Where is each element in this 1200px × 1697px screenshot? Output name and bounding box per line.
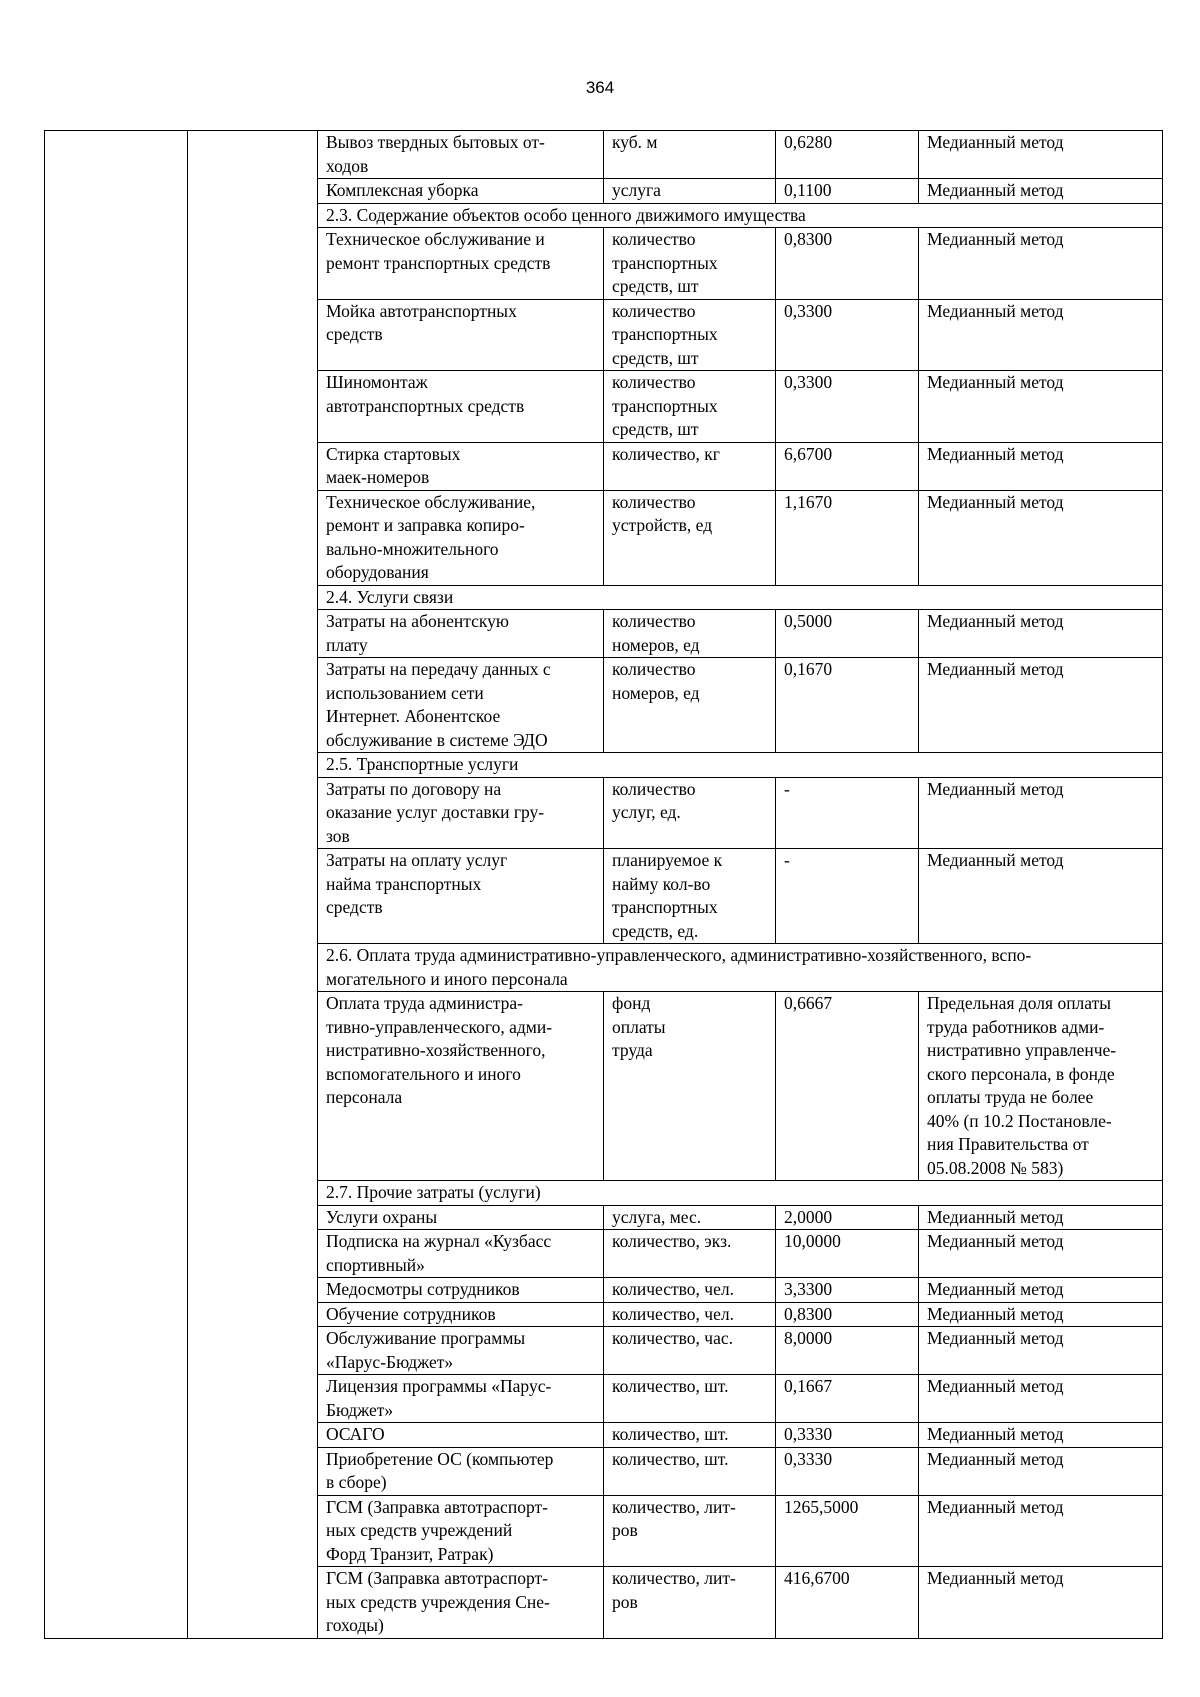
item-unit: количество транспортных средств, шт bbox=[604, 228, 776, 300]
item-name: Подписка на журнал «Кузбасс спортивный» bbox=[318, 1230, 604, 1278]
item-name: Затраты по договору на оказание услуг доставки гру- зов bbox=[318, 777, 604, 849]
item-value: 0,5000 bbox=[776, 610, 919, 658]
item-method: Медианный метод bbox=[919, 1447, 1163, 1495]
item-name: Обучение сотрудников bbox=[318, 1302, 604, 1327]
item-method: Медианный метод bbox=[919, 1205, 1163, 1230]
item-name: Техническое обслуживание и ремонт транспортных средств bbox=[318, 228, 604, 300]
table-body bbox=[45, 131, 1163, 1639]
section-title: 2.5. Транспортные услуги bbox=[318, 753, 1163, 778]
item-method: Медианный метод bbox=[919, 490, 1163, 585]
item-name: ГСМ (Заправка автотраспорт- ных средств учреждения Сне- гоходы) bbox=[318, 1567, 604, 1639]
item-method: Медианный метод bbox=[919, 371, 1163, 443]
item-name: Лицензия программы «Парус- Бюджет» bbox=[318, 1375, 604, 1423]
item-unit: количество транспортных средств, шт bbox=[604, 371, 776, 443]
item-unit: количество, чел. bbox=[604, 1278, 776, 1303]
item-method: Медианный метод bbox=[919, 1567, 1163, 1639]
item-method: Медианный метод bbox=[919, 610, 1163, 658]
item-method: Предельная доля оплаты труда работников адми- нистративно управленче- ского персонала, в фонде оплаты труда не более 40% (п 10.2 Постановле- ния Правительства от 05.08.2008 № 583) bbox=[919, 992, 1163, 1181]
item-value: 3,3300 bbox=[776, 1278, 919, 1303]
table-row bbox=[45, 131, 1163, 179]
item-method: Медианный метод bbox=[919, 1327, 1163, 1375]
item-name: Медосмотры сотрудников bbox=[318, 1278, 604, 1303]
item-unit: количество, шт. bbox=[604, 1423, 776, 1448]
item-value: 1,1670 bbox=[776, 490, 919, 585]
item-value: - bbox=[776, 777, 919, 849]
item-value: 6,6700 bbox=[776, 442, 919, 490]
item-unit: услуга bbox=[604, 179, 776, 204]
section-title: 2.7. Прочие затраты (услуги) bbox=[318, 1181, 1163, 1206]
item-name: Стирка стартовых маек-номеров bbox=[318, 442, 604, 490]
item-value: 10,0000 bbox=[776, 1230, 919, 1278]
item-name: Комплексная уборка bbox=[318, 179, 604, 204]
item-value: - bbox=[776, 849, 919, 944]
item-value: 0,1667 bbox=[776, 1375, 919, 1423]
item-method: Медианный метод bbox=[919, 1375, 1163, 1423]
item-method: Медианный метод bbox=[919, 1278, 1163, 1303]
item-unit: количество, кг bbox=[604, 442, 776, 490]
item-name: Вывоз твердных бытовых от- ходов bbox=[318, 131, 604, 179]
item-unit: количество транспортных средств, шт bbox=[604, 299, 776, 371]
item-unit: количество, лит- ров bbox=[604, 1567, 776, 1639]
item-unit: количество, лит- ров bbox=[604, 1495, 776, 1567]
item-method: Медианный метод bbox=[919, 1230, 1163, 1278]
item-unit: количество, шт. bbox=[604, 1375, 776, 1423]
item-method: Медианный метод bbox=[919, 849, 1163, 944]
item-unit: количество услуг, ед. bbox=[604, 777, 776, 849]
item-unit: количество устройств, ед bbox=[604, 490, 776, 585]
item-value: 0,3330 bbox=[776, 1447, 919, 1495]
item-value: 0,1100 bbox=[776, 179, 919, 204]
item-name: Приобретение ОС (компьютер в сборе) bbox=[318, 1447, 604, 1495]
item-unit: количество, шт. bbox=[604, 1447, 776, 1495]
item-value: 0,8300 bbox=[776, 1302, 919, 1327]
item-name: Обслуживание программы «Парус-Бюджет» bbox=[318, 1327, 604, 1375]
item-unit: количество, экз. bbox=[604, 1230, 776, 1278]
page-number: 364 bbox=[585, 78, 615, 97]
item-unit: количество номеров, ед bbox=[604, 610, 776, 658]
item-name: ГСМ (Заправка автотраспорт- ных средств учреждений Форд Транзит, Ратрак) bbox=[318, 1495, 604, 1567]
item-value: 0,6667 bbox=[776, 992, 919, 1181]
section-title: 2.3. Содержание объектов особо ценного движимого имущества bbox=[318, 203, 1163, 228]
section-title: 2.6. Оплата труда административно-управленческого, административно-хозяйственного, вспо- могательного и иного персонала bbox=[318, 944, 1163, 992]
item-value: 0,1670 bbox=[776, 658, 919, 753]
item-method: Медианный метод bbox=[919, 777, 1163, 849]
item-method: Медианный метод bbox=[919, 658, 1163, 753]
item-unit: планируемое к найму кол-во транспортных средств, ед. bbox=[604, 849, 776, 944]
item-method: Медианный метод bbox=[919, 131, 1163, 179]
item-value: 2,0000 bbox=[776, 1205, 919, 1230]
item-value: 8,0000 bbox=[776, 1327, 919, 1375]
section-title: 2.4. Услуги связи bbox=[318, 585, 1163, 610]
item-unit: количество, час. bbox=[604, 1327, 776, 1375]
item-name: Техническое обслуживание, ремонт и заправка копиро- вально-множительного оборудования bbox=[318, 490, 604, 585]
item-value: 0,6280 bbox=[776, 131, 919, 179]
item-value: 416,6700 bbox=[776, 1567, 919, 1639]
item-value: 0,3300 bbox=[776, 299, 919, 371]
item-method: Медианный метод bbox=[919, 1495, 1163, 1567]
item-method: Медианный метод bbox=[919, 299, 1163, 371]
item-name: ОСАГО bbox=[318, 1423, 604, 1448]
item-method: Медианный метод bbox=[919, 1302, 1163, 1327]
item-unit: услуга, мес. bbox=[604, 1205, 776, 1230]
item-name: Оплата труда администра- тивно-управленческого, адми- нистративно-хозяйственного, вспомогательного и иного персонала bbox=[318, 992, 604, 1181]
empty-column-2 bbox=[188, 131, 318, 1639]
item-name: Шиномонтаж автотранспортных средств bbox=[318, 371, 604, 443]
item-method: Медианный метод bbox=[919, 442, 1163, 490]
item-unit: количество номеров, ед bbox=[604, 658, 776, 753]
item-unit: количество, чел. bbox=[604, 1302, 776, 1327]
item-value: 0,3300 bbox=[776, 371, 919, 443]
item-name: Затраты на передачу данных с использованием сети Интернет. Абонентское обслуживание в системе ЭДО bbox=[318, 658, 604, 753]
item-value: 0,3330 bbox=[776, 1423, 919, 1448]
item-method: Медианный метод bbox=[919, 228, 1163, 300]
item-name: Затраты на оплату услуг найма транспортных средств bbox=[318, 849, 604, 944]
item-method: Медианный метод bbox=[919, 1423, 1163, 1448]
item-method: Медианный метод bbox=[919, 179, 1163, 204]
item-name: Затраты на абонентскую плату bbox=[318, 610, 604, 658]
item-unit: куб. м bbox=[604, 131, 776, 179]
item-value: 0,8300 bbox=[776, 228, 919, 300]
item-value: 1265,5000 bbox=[776, 1495, 919, 1567]
empty-column-1 bbox=[45, 131, 188, 1639]
item-name: Услуги охраны bbox=[318, 1205, 604, 1230]
item-unit: фонд оплаты труда bbox=[604, 992, 776, 1181]
item-name: Мойка автотранспортных средств bbox=[318, 299, 604, 371]
norms-table bbox=[44, 130, 1163, 1639]
